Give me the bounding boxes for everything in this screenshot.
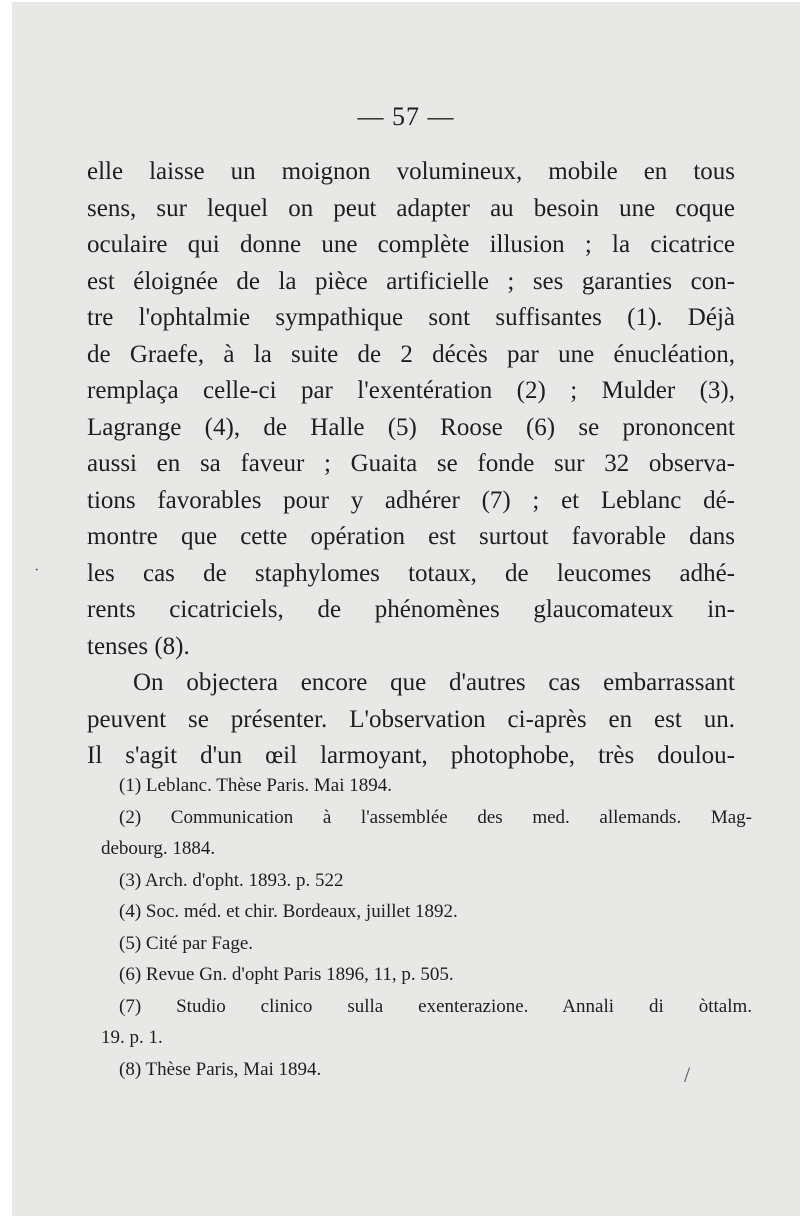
- footnote-6: (6) Revue Gn. d'opht Paris 1896, 11, p. 505.: [119, 964, 454, 985]
- footnote-2: (2) Communication à l'assemblée des med. allemands. Mag-: [119, 806, 752, 828]
- text-line: tions favorables pour y adhérer (7) ; et Leblanc dé-: [87, 486, 735, 514]
- footnote-1: (1) Leblanc. Thèse Paris. Mai 1894.: [119, 775, 392, 796]
- text-line: rents cicatriciels, de phénomènes glaucomateux in-: [87, 596, 735, 623]
- main-text: [87, 154, 735, 775]
- footnote-3: (3) Arch. d'opht. 1893. p. 522: [119, 869, 344, 891]
- text-line: peuvent se présenter. L'observation ci-après en est un.: [87, 705, 735, 733]
- text-line: remplaça celle-ci par l'exentération (2) ; Mulder (3),: [87, 377, 735, 404]
- text-line: montre que cette opération est surtout favorable dans: [87, 523, 735, 550]
- text-line: est éloignée de la pièce artificielle ; ses garanties con-: [87, 267, 735, 295]
- text-line: oculaire qui donne une complète illusion ; la cicatrice: [87, 231, 735, 258]
- text-line: Lagrange (4), de Halle (5) Roose (6) se prononcent: [87, 413, 735, 441]
- footnote-4: (4) Soc. méd. et chir. Bordeaux, juillet 1892.: [119, 901, 458, 922]
- footnote-5: (5) Cité par Fage.: [119, 932, 254, 954]
- pencil-mark: /: [684, 1062, 691, 1087]
- text-line: tre l'ophtalmie sympathique sont suffisantes (1). Déjà: [87, 304, 735, 331]
- text-line: Il s'agit d'un œil larmoyant, photophobe, très doulou-: [87, 742, 735, 769]
- footnote-7: (7) Studio clinico sulla exenterazione. Annali di òttalm.: [119, 995, 752, 1017]
- page-number: — 57 —: [357, 102, 455, 131]
- text-line: tenses (8).: [87, 632, 190, 660]
- footnote-2-continuation: debourg. 1884.: [101, 838, 216, 859]
- footnotes: [87, 770, 752, 1085]
- footnote-8: (8) Thèse Paris, Mai 1894.: [119, 1058, 322, 1080]
- speck-mark: ·: [34, 562, 40, 579]
- text-line: de Graefe, à la suite de 2 décès par une énucléation,: [87, 340, 735, 368]
- text-line: aussi en sa faveur ; Guaita se fonde sur 32 observa-: [87, 450, 735, 477]
- text-line: sens, sur lequel on peut adapter au besoin une coque: [87, 194, 735, 222]
- text-line: elle laisse un moignon volumineux, mobile en tous: [87, 158, 735, 185]
- text-line: les cas de staphylomes totaux, de leucomes adhé-: [87, 559, 735, 587]
- paragraph-start-line: On objectera encore que d'autres cas embarrassant: [133, 669, 735, 696]
- footnote-7-continuation: 19. p. 1.: [101, 1027, 163, 1048]
